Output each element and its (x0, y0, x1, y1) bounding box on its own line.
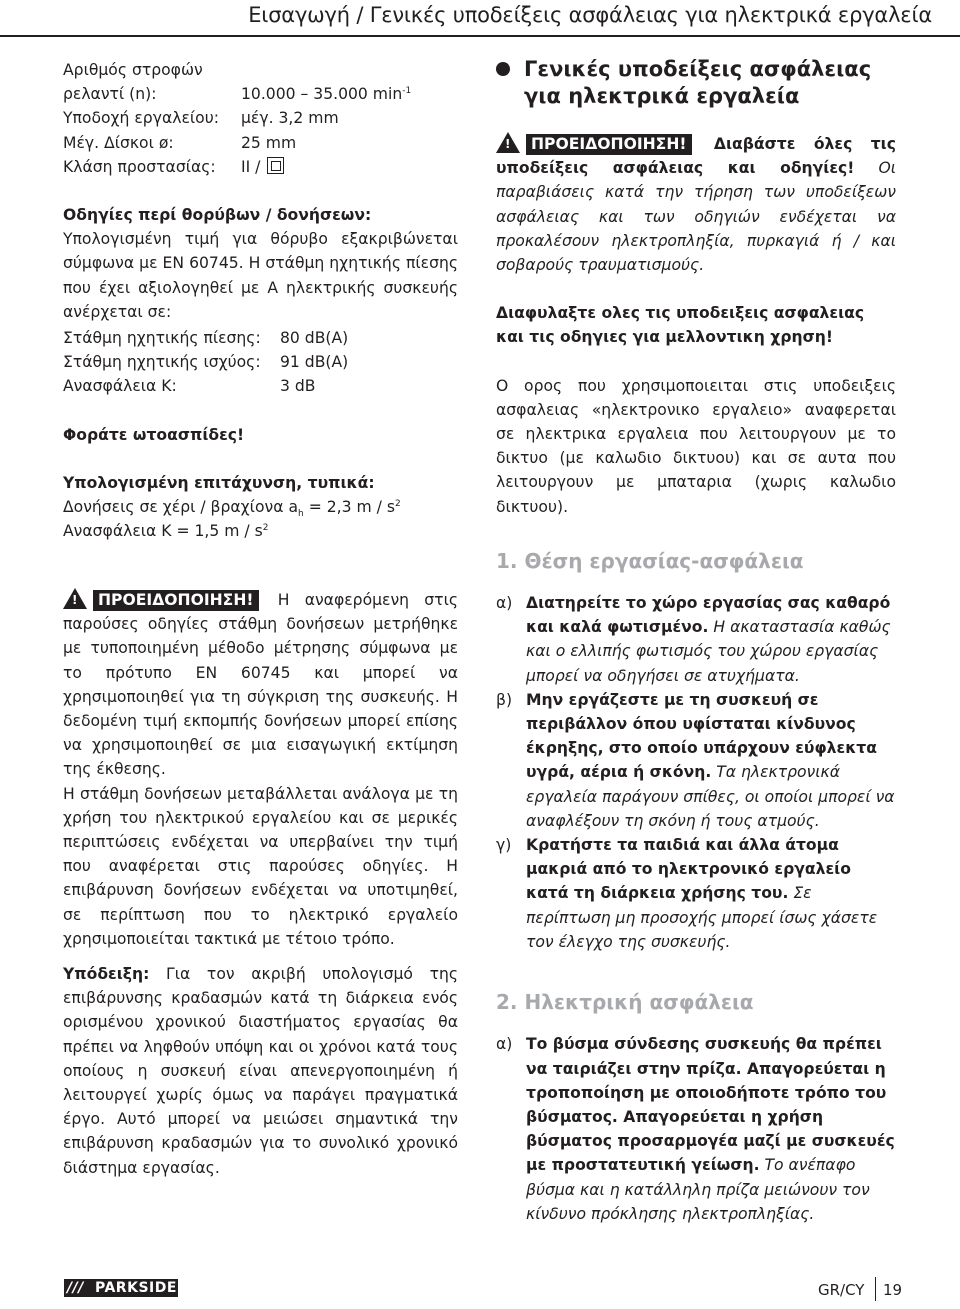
spec-row: Κλάση προστασίας: II / (63, 155, 458, 179)
term-definition: Ο ορος που χρησιμοποιειται στις υποδειξεις ασφαλειας «ηλεκτρονικο εργαλειο» αναφερεται σε ηλεκτρικα εργαλεια που λειτουργουν με το δικτυο (με καλωδιο δικτυου) και σε αυτα που λειτουργουν με μπαταρια (χωρις καλωδιο δικτυου). (496, 376, 896, 516)
ear-protection-notice: Φοράτε ωτοασπίδες! (63, 425, 245, 444)
spec-row: Υποδοχή εργαλείου: μέγ. 3,2 mm (63, 109, 339, 128)
spec-row: ρελαντί (n): 10.000 – 35.000 $\min^{-1}$ (63, 85, 412, 104)
header-rule (0, 35, 960, 37)
spec-row: Μέγ. Δίσκοι ø: 25 mm (63, 133, 297, 152)
right-column: Γενικές υποδείξεις ασφάλειας για ηλεκτρικά εργαλεία ! ΠΡΟΕΙΔΟΠΟΙΗΣΗ! Διαβάστε όλες τις υποδείξεις ασφάλειας και οδηγίες! Οι παραβιάσεις κατά την τήρηση των υποδείξεων ασφάλειας και των οδηγιών ενδέχεται να προκαλέσουν ηλεκτροπληξία, πυρκαγιά ή / και σοβαρούς τραυματισμούς. Διαφυλαξτε ολες τις υποδειξεις ασφαλειας και τις οδηγιες για μελλοντικη χρηση! Ο ορος που χρησιμοποιειται στις υποδειξεις ασφαλειας «ηλεκτρονικο εργαλειο» αναφερεται σε ηλεκτρικα εργαλεια που λειτουργουν με το δικτυο (με καλωδιο δικτυου) και σε αυτα που λειτουργουν με μπαταρια (χωρις καλωδιο δικτυου). 1. Θέση εργασίας-ασφάλεια α) Διατηρείτε το χώρο εργασίας σας καθαρό και καλά φωτισμένο. Η ακαταστασία καθώς και ο ελλιπής φωτισμός του χώρου εργασίας μπορεί να οδηγήσει σε ατυχήματα. β) Μην εργάζεστε με τη συσκευή σε περιβάλλον όπου υφίσταται κίνδυνος έκρηξης, στο οποίο υπάρχουν εύφλεκτα υγρά, αέρια ή σκόνη. Τα ηλεκτρονικά εργαλεία παράγουν σπίθες, οι οποίοι μπορεί να αναφλέξουν τη σκόνη ή τους ατμούς. γ) Κρατήστε τα παιδιά και άλλα άτομα μακριά από το ηλεκτρονικό εργαλείο κατά τη διάρκεια χρήσης του. Σε περίπτωση μη προσοχής μπορεί ίσως χάσετε τον έλεγχο της συσκευής. 2. Ηλεκτρική ασφάλεια α) Το βύσμα σύνδεσης συσκευής θα πρέπει να ταιριάζει στην πρίζα. Απαγορεύεται η τροποποίηση με οποιοδήποτε τρόπο του βύσματος. Απαγορεύεται η χρήση βύσματος προσαρμογέα μαζί με συσκευές με προστατευτική γείωση. Το ανέπαφο βύσμα και η κατάλληλη πρίζα μειώνουν τον κίνδυνο πρόκλησης ηλεκτροπληξίας. (496, 56, 896, 1226)
list-item: α) Διατηρείτε το χώρο εργασίας σας καθαρό και καλά φωτισμένο. Η ακαταστασία καθώς και ο ελλιπής φωτισμός του χώρου εργασίας μπορεί να οδηγήσει σε ατυχήματα. (496, 594, 891, 685)
warning-label: ΠΡΟΕΙΔΟΠΟΙΗΣΗ! (93, 590, 259, 611)
spec-table (63, 58, 458, 179)
page-number: 19 (883, 1281, 903, 1299)
acceleration-heading: Υπολογισμένη επιτάχυνση, τυπικά: (63, 473, 375, 492)
section-1-title: 1. Θέση εργασίας-ασφάλεια (496, 548, 804, 573)
keep-instructions: Διαφυλαξτε ολες τις υποδειξεις ασφαλειας και τις οδηγιες για μελλοντικη χρηση! (496, 304, 865, 347)
list-item: γ) Κρατήστε τα παιδιά και άλλα άτομα μακριά από το ηλεκτρονικό εργαλείο κατά τη διάρκεια χρήσης του. Σε περίπτωση μη προσοχής μπορεί ίσως χάσετε τον έλεγχο της συσκευής. (496, 836, 878, 951)
bullet-icon (496, 62, 510, 76)
noise-heading: Οδηγίες περί θορύβων / δονήσεων: (63, 206, 372, 225)
noise-table (63, 326, 458, 399)
safety-heading: Γενικές υποδείξεις ασφάλειας για ηλεκτρικά εργαλεία (496, 56, 896, 110)
list-item: β) Μην εργάζεστε με τη συσκευή σε περιβάλλον όπου υφίσταται κίνδυνος έκρηξης, στο οποίο υπάρχουν εύφλεκτα υγρά, αέρια ή σκόνη. Τα ηλεκτρονικά εργαλεία παράγουν σπίθες, οι οποίοι μπορεί να αναφλέξουν τη σκόνη ή τους ατμούς. (496, 690, 895, 830)
section-2-title: 2. Ηλεκτρική ασφάλεια (496, 990, 754, 1015)
noise-row: Στάθμη ηχητικής ισχύος: 91 dB(A) (63, 353, 349, 372)
hint-block: Υπόδειξη: Για τον ακριβή υπολογισμό της επιβάρυνσης κραδασμών κατά τη διάρκεια ενός ορισμένου χρονικού διαστήματος εργασίας θα πρέπει να ληφθούν υπόψη και οι χρόνοι κατά τους οποίους η συσκευή είναι απενεργοποιημένη ή λειτουργεί χωρίς όμως να παράγει πραγματικά έργο. Αυτό μπορεί να μειώσει σημαντικά την επιβάρυνση κραδασμών για το συνολικό χρονικό διάστημα εργασίας. (63, 965, 458, 1177)
spec-row: Αριθμός στροφών (63, 61, 203, 79)
warning-label: ΠΡΟΕΙΔΟΠΟΙΗΣΗ! (526, 134, 692, 155)
list-item: α) Το βύσμα σύνδεσης συσκευής θα πρέπει να ταιριάζει στην πρίζα. Απαγορεύεται η τροποποίηση με οποιοδήποτε τρόπο του βύσματος. Απαγορεύεται η χρήση βύσματος προσαρμογέα μαζί με συσκευές με προστατευτική γείωση. Το ανέπαφο βύσμα και η κατάλληλη πρίζα μειώνουν τον κίνδυνο πρόκλησης ηλεκτροπληξίας. (496, 1035, 895, 1223)
acceleration-line: Δονήσεις σε χέρι / βραχίονα $a_h = 2,3$ m / $s^2$ (63, 498, 401, 520)
hint-label: Υπόδειξη: (63, 965, 150, 983)
left-column (63, 58, 458, 543)
protection-class-icon (267, 157, 284, 174)
warning-triangle-icon: ! (496, 132, 520, 153)
section-2-list (496, 1032, 896, 1226)
noise-row: Ανασφάλεια K: 3 dB (63, 377, 316, 396)
uncertainty-line: Ανασφάλεια K = 1,5 m / $s^2$ (63, 522, 269, 541)
footer-divider (875, 1277, 876, 1301)
warning-triangle-icon: ! (63, 588, 87, 609)
vibration-warning: ! ΠΡΟΕΙΔΟΠΟΙΗΣΗ! Η αναφερόμενη στις παρούσες οδηγίες στάθμη δονήσεων μετρήθηκε με τυποποιημένη μέθοδο μέτρησης σύμφωνα με το πρότυπο EN 60745 και μπορεί να χρησιμοποιηθεί για τη σύγκριση της συσκευής. Η δεδομένη τιμή εκπομπής δονήσεων μπορεί επίσης να χρησιμοποιηθεί σε μια εισαγωγική εκτίμηση της έκθεσης. Η στάθμη δονήσεων μεταβάλλεται ανάλογα με τη χρήση του ηλεκτρικού εργαλείου και σε μερικές περιπτώσεις ενδέχεται να υπερβαίνει την τιμή που αναφέρεται στις παρούσες οδηγίες. Η επιβάρυνση δονήσεων ενδέχεται να υποτιμηθεί, σε περίπτωση που το ηλεκτρικό εργαλείο χρησιμοποιείται τακτικά με τέτοιο τρόπο. (63, 588, 458, 951)
running-header: Εισαγωγή / Γενικές υποδείξεις ασφάλειας για ηλεκτρικά εργαλεία (248, 3, 932, 27)
language-code: GR/CY (818, 1281, 865, 1299)
noise-text: Υπολογισμένη τιμή για θόρυβο εξακριβώνεται σύμφωνα με EN 60745. Η στάθμη ηχητικής πίεσης που έχει αξιολογηθεί με A ηλεκτρικής συσκευής ανέρχεται σε: (63, 230, 458, 321)
section-1-list (496, 591, 896, 954)
parkside-logo: /// PARKSIDE (64, 1279, 178, 1297)
noise-row: Στάθμη ηχητικής πίεσης: 80 dB(A) (63, 329, 349, 348)
vibration-warning-text: Η στάθμη δονήσεων μεταβάλλεται ανάλογα με τη χρήση του ηλεκτρικού εργαλείου και σε μερικές περιπτώσεις ενδέχεται να υπερβαίνει την τιμή που αναφέρεται στις παρούσες οδηγίες. Η επιβάρυνση δονήσεων ενδέχεται να υποτιμηθεί, σε περίπτωση που το ηλεκτρικό εργαλείο χρησιμοποιείται τακτικά με τέτοιο τρόπο. (63, 784, 458, 948)
